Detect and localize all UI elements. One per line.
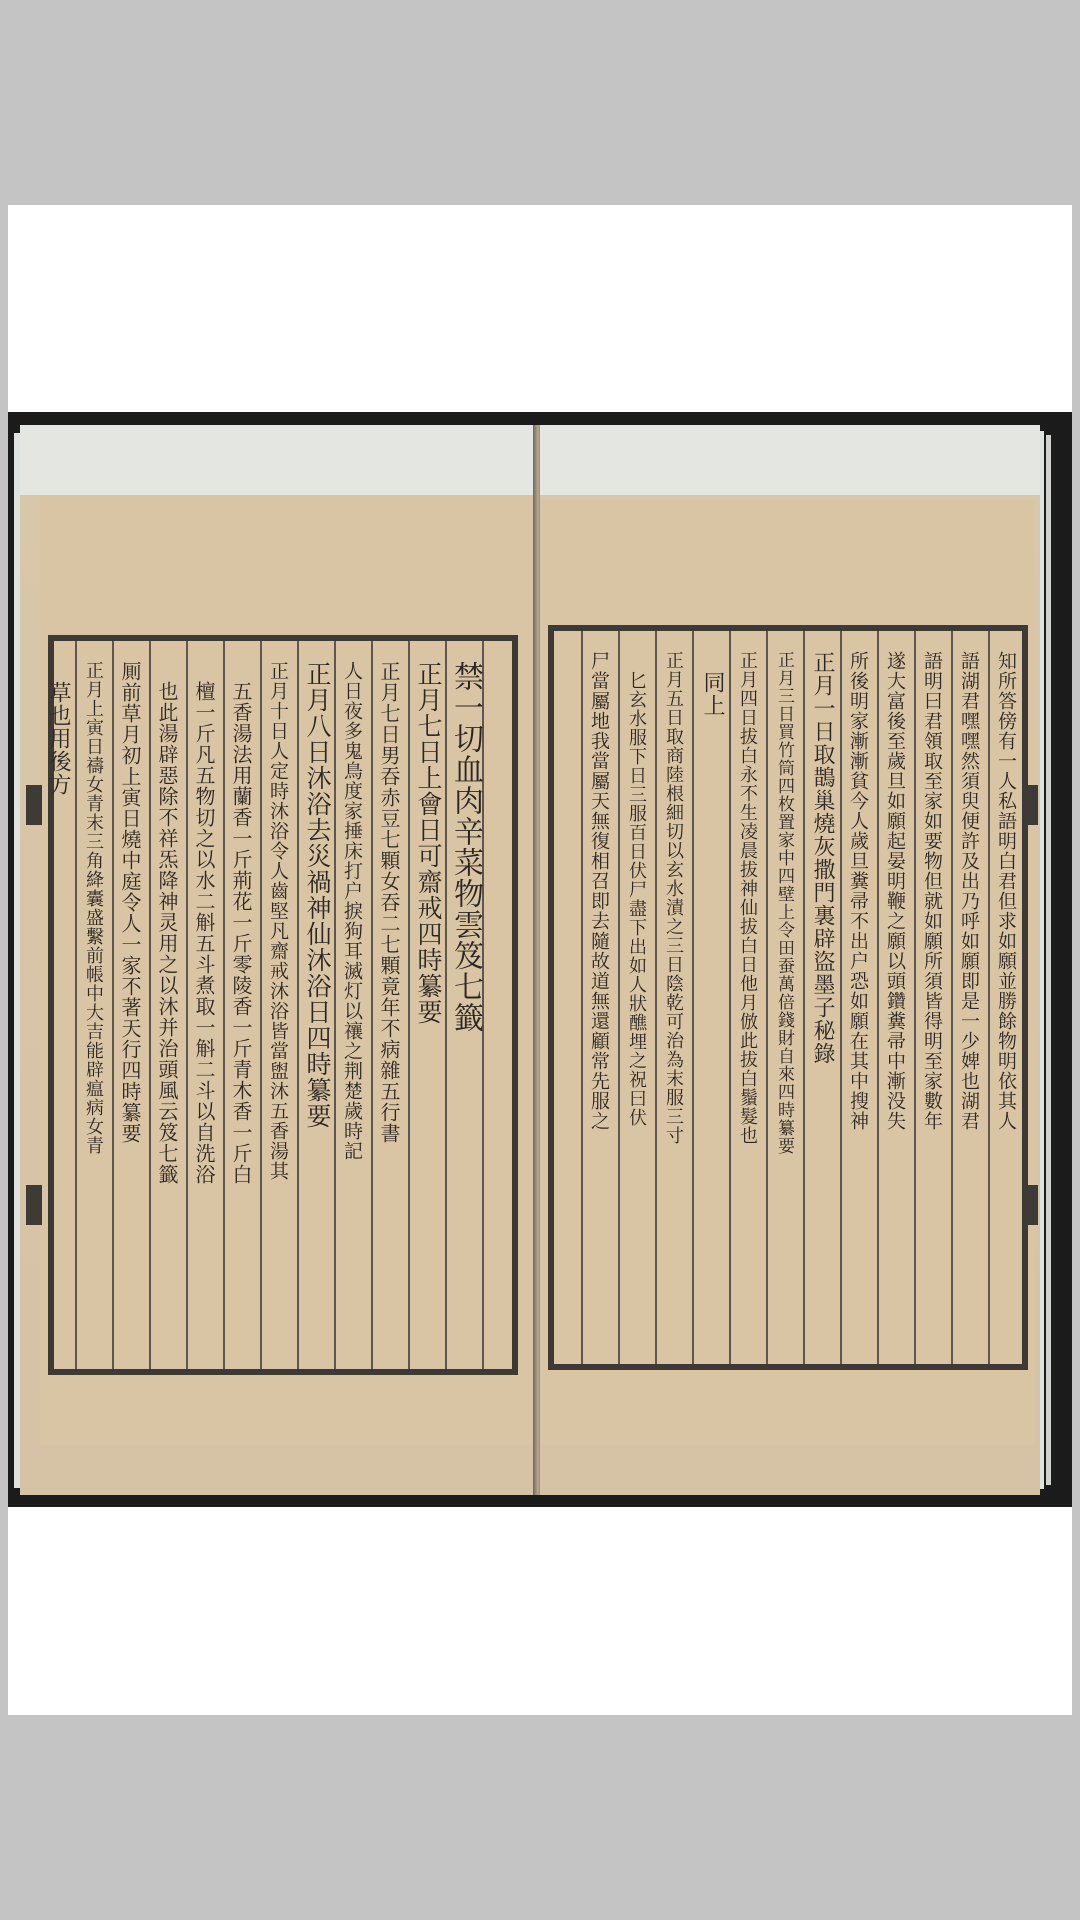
- fish-tail-mark: [26, 1185, 42, 1225]
- text-column: 正月五日取商陸根細切以玄水漬之三日陰乾可治為末服三寸: [663, 651, 684, 1145]
- left-page: [20, 425, 537, 1495]
- text-column: 語湖君嘿嘿然須臾便許及出乃呼如願即是一少婢也湖君: [958, 651, 980, 1131]
- text-column: 厠前草月初上寅日燒中庭令人一家不著天行四時纂要: [118, 661, 142, 1144]
- column-rule: [692, 631, 694, 1364]
- left-text-frame: [48, 635, 518, 1375]
- text-column: 草也用後方: [46, 681, 71, 796]
- text-column: 同上: [700, 671, 725, 717]
- text-column: 正月一日取鵲巢燒灰撒門裏辟盜墨子秘錄: [810, 651, 835, 1065]
- text-column: 正月三日買竹筒四枚置家中四壁上令田蚕萬倍錢財自來四時纂要: [774, 651, 794, 1155]
- text-column: 正月四日拔白永不生凌晨拔神仙拔白日他月倣此拔白鬚髮也: [737, 651, 758, 1145]
- text-column: 知所答傍有一人私語明白君但求如願並勝餘物明依其人: [995, 651, 1017, 1131]
- text-column: 遂大富後至歲旦如願起晏明鞭之願以頭鑽糞帚中漸没失: [884, 651, 906, 1131]
- text-column: 所後明家漸漸貧今人歲旦糞帚不出户恐如願在其中搜神: [847, 651, 869, 1131]
- text-column: 正月七日男吞赤豆七顆女吞二七顆竟年不病雜五行書: [377, 661, 401, 1144]
- text-column: 檀一斤凡五物切之以水二斛五斗煮取一斛二斗以自洗浴: [192, 681, 216, 1185]
- right-page: [540, 425, 1040, 1495]
- text-column: 禁一切血肉辛菜物雲笈七籤: [448, 661, 483, 1033]
- right-page-stack-inner: [1046, 435, 1051, 1485]
- open-book: [20, 425, 1055, 1495]
- text-column: 尸當屬地我當屬天無復相召即去隨故道無還顧常先服之: [588, 651, 610, 1131]
- text-column: 匕玄水服下日三服百日伏尸盡下出如人狀醮埋之祝曰伏: [626, 671, 647, 1127]
- text-column: 正月上寅日禱女青末三角絳囊盛繫前帳中大吉能辟瘟病女青: [83, 661, 104, 1155]
- text-column: 人日夜多鬼鳥度家捶床打户捩狗耳滅灯以禳之荆楚歲時記: [341, 661, 363, 1161]
- text-column: 正月十日人定時沐浴令人齒堅凡齋戒沐浴皆當盥沐五香湯其: [267, 661, 289, 1181]
- right-text-frame: [548, 625, 1028, 1370]
- text-column: 正月八日沐浴去災禍神仙沐浴日四時纂要: [303, 661, 332, 1129]
- text-column: 也此湯辟惡除不祥炁降神灵用之以沐并治頭風云笈七籤: [155, 681, 179, 1185]
- text-column: 五香湯法用蘭香一斤荊花一斤零陵香一斤青木香一斤白: [229, 681, 253, 1185]
- text-column: 語明曰君領取至家如要物但就如願所須皆得明至家數年: [921, 651, 943, 1131]
- text-column: 正月七日上會日可齋戒四時纂要: [414, 661, 443, 1025]
